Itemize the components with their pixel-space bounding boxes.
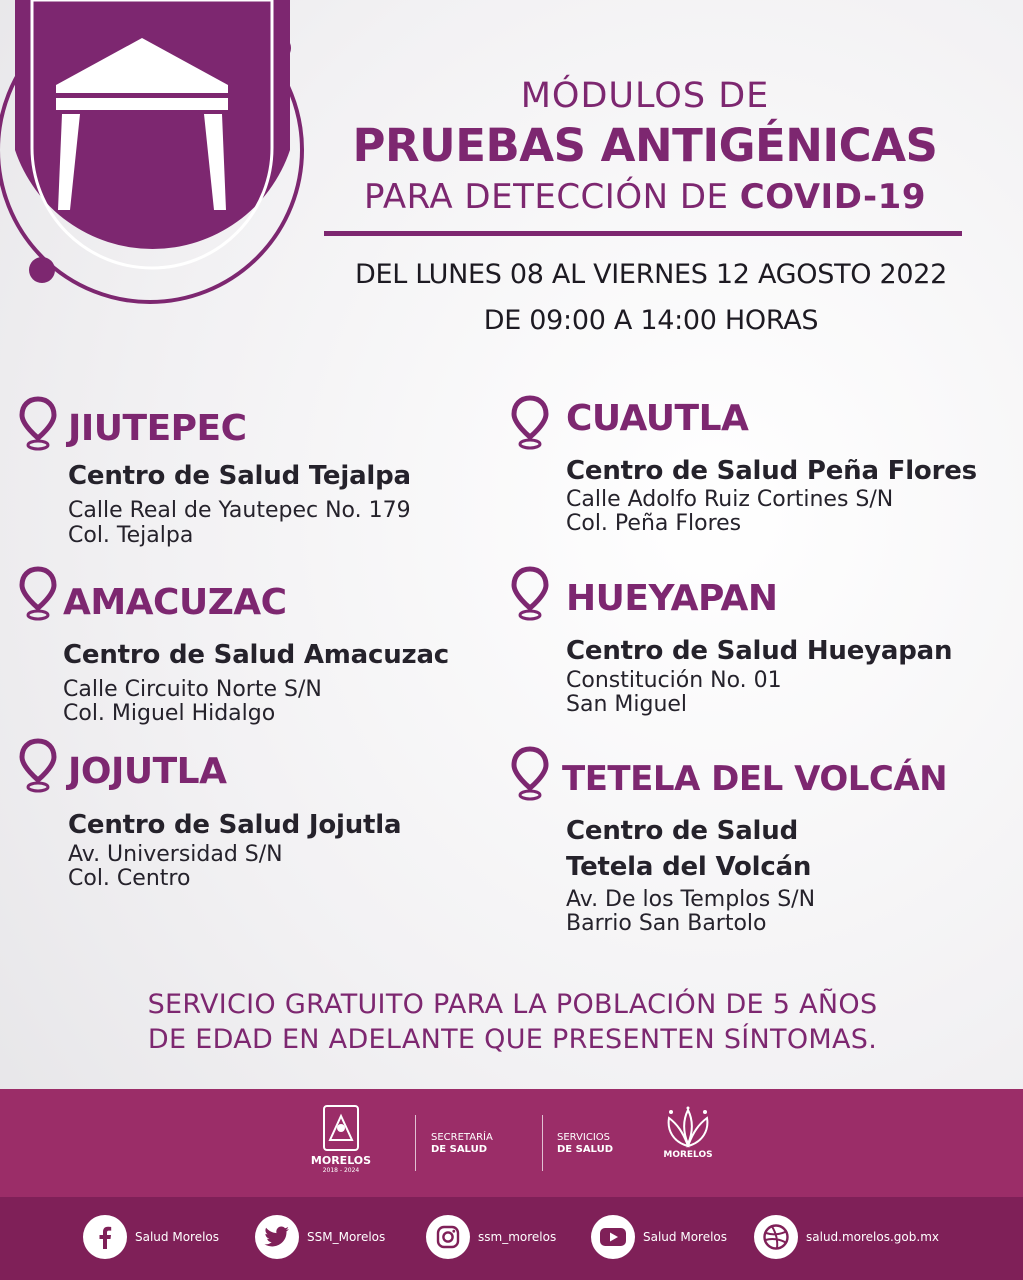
morelos-logo-text: MORELOS <box>310 1154 372 1167</box>
address-line-1: Calle Circuito Norte S/N <box>63 677 322 702</box>
social-label: Salud Morelos <box>643 1230 728 1244</box>
address-line-2: San Miguel <box>566 692 688 717</box>
morelos-logo-years: 2018 - 2024 <box>322 1167 360 1174</box>
social-label: SSM_Morelos <box>307 1230 386 1244</box>
twitter-icon <box>255 1215 299 1259</box>
servicios-line-1: SERVICIOS <box>557 1132 611 1143</box>
date-range: DEL LUNES 08 AL VIERNES 12 AGOSTO 2022 <box>354 259 948 290</box>
logo-divider <box>415 1115 416 1171</box>
location-pin-icon <box>510 395 550 451</box>
social-website[interactable] <box>754 1214 939 1260</box>
address-line-1: Calle Adolfo Ruiz Cortines S/N <box>566 487 894 512</box>
location-pin-icon <box>18 566 58 622</box>
logo-divider <box>542 1115 543 1171</box>
social-label: ssm_morelos <box>478 1230 557 1244</box>
location-pin-icon <box>18 738 58 794</box>
secretaria-de-salud-logo <box>431 1132 493 1156</box>
address-line-2: Col. Tejalpa <box>68 523 194 548</box>
morelos-brand-text: MORELOS <box>663 1150 713 1160</box>
location-pin-icon <box>510 746 550 802</box>
health-center-name: Centro de Salud Tejalpa <box>68 461 411 491</box>
location-pin-icon <box>510 566 550 622</box>
tent-emblem <box>0 0 320 320</box>
servicios-line-2: DE SALUD <box>557 1144 613 1155</box>
town-name: AMACUZAC <box>63 582 287 623</box>
health-center-name: Centro de Salud Amacuzac <box>63 640 450 670</box>
title-line-3-prefix: PARA DETECCIÓN DE <box>364 177 740 217</box>
logo-band <box>0 1089 1023 1197</box>
schedule <box>320 252 982 344</box>
coat-of-arms-icon <box>321 1104 361 1154</box>
social-youtube[interactable] <box>591 1214 727 1260</box>
town-name: TETELA DEL VOLCÁN <box>562 759 948 799</box>
title-line-2: PRUEBAS ANTIGÉNICAS <box>352 119 938 172</box>
social-label: Salud Morelos <box>135 1230 220 1244</box>
web-icon <box>754 1215 798 1259</box>
address-line-2: Col. Peña Flores <box>566 511 742 536</box>
hours: DE 09:00 A 14:00 HORAS <box>483 305 819 336</box>
instagram-icon <box>426 1215 470 1259</box>
title-line-3-bold: COVID-19 <box>739 177 926 217</box>
header-divider <box>324 231 962 236</box>
service-note-line-1: SERVICIO GRATUITO PARA LA POBLACIÓN DE 5 AÑOS <box>147 989 878 1020</box>
title-line-3 <box>320 174 970 220</box>
facebook-icon <box>83 1215 127 1259</box>
town-name: JOJUTLA <box>68 751 227 792</box>
service-note-line-2: DE EDAD EN ADELANTE QUE PRESENTEN SÍNTOMAS. <box>147 1024 878 1055</box>
health-center-name-line-2: Tetela del Volcán <box>566 852 812 882</box>
address-line-1: Av. De los Templos S/N <box>566 887 816 912</box>
address-line-1: Calle Real de Yautepec No. 179 <box>68 498 411 523</box>
address-line-2: Col. Miguel Hidalgo <box>63 701 276 726</box>
health-center-name: Centro de Salud <box>566 816 798 846</box>
social-facebook[interactable] <box>83 1214 219 1260</box>
address-line-2: Col. Centro <box>68 866 191 891</box>
location-pin-icon <box>18 396 58 452</box>
address-line-2: Barrio San Bartolo <box>566 911 767 936</box>
town-name: JIUTEPEC <box>68 408 247 449</box>
secretaria-line-2: DE SALUD <box>431 1144 487 1155</box>
health-center-name: Centro de Salud Hueyapan <box>566 636 953 666</box>
social-instagram[interactable] <box>426 1214 556 1260</box>
title-line-1: MÓDULOS DE <box>520 76 770 116</box>
secretaria-line-1: SECRETARÍA <box>431 1132 493 1143</box>
flower-logo-icon <box>659 1106 717 1150</box>
morelos-coat-of-arms-logo <box>300 1104 382 1175</box>
address-line-1: Av. Universidad S/N <box>68 842 283 867</box>
health-center-name: Centro de Salud Peña Flores <box>566 456 977 486</box>
address-line-1: Constitución No. 01 <box>566 668 782 693</box>
header <box>320 74 970 220</box>
servicios-de-salud-logo <box>557 1132 613 1156</box>
town-name: CUAUTLA <box>566 398 749 439</box>
health-center-name: Centro de Salud Jojutla <box>68 810 402 840</box>
social-label: salud.morelos.gob.mx <box>806 1230 939 1244</box>
morelos-brand-logo <box>652 1106 724 1161</box>
youtube-icon <box>591 1215 635 1259</box>
town-name: HUEYAPAN <box>566 578 778 619</box>
service-note <box>60 987 965 1057</box>
social-twitter[interactable] <box>255 1214 385 1260</box>
